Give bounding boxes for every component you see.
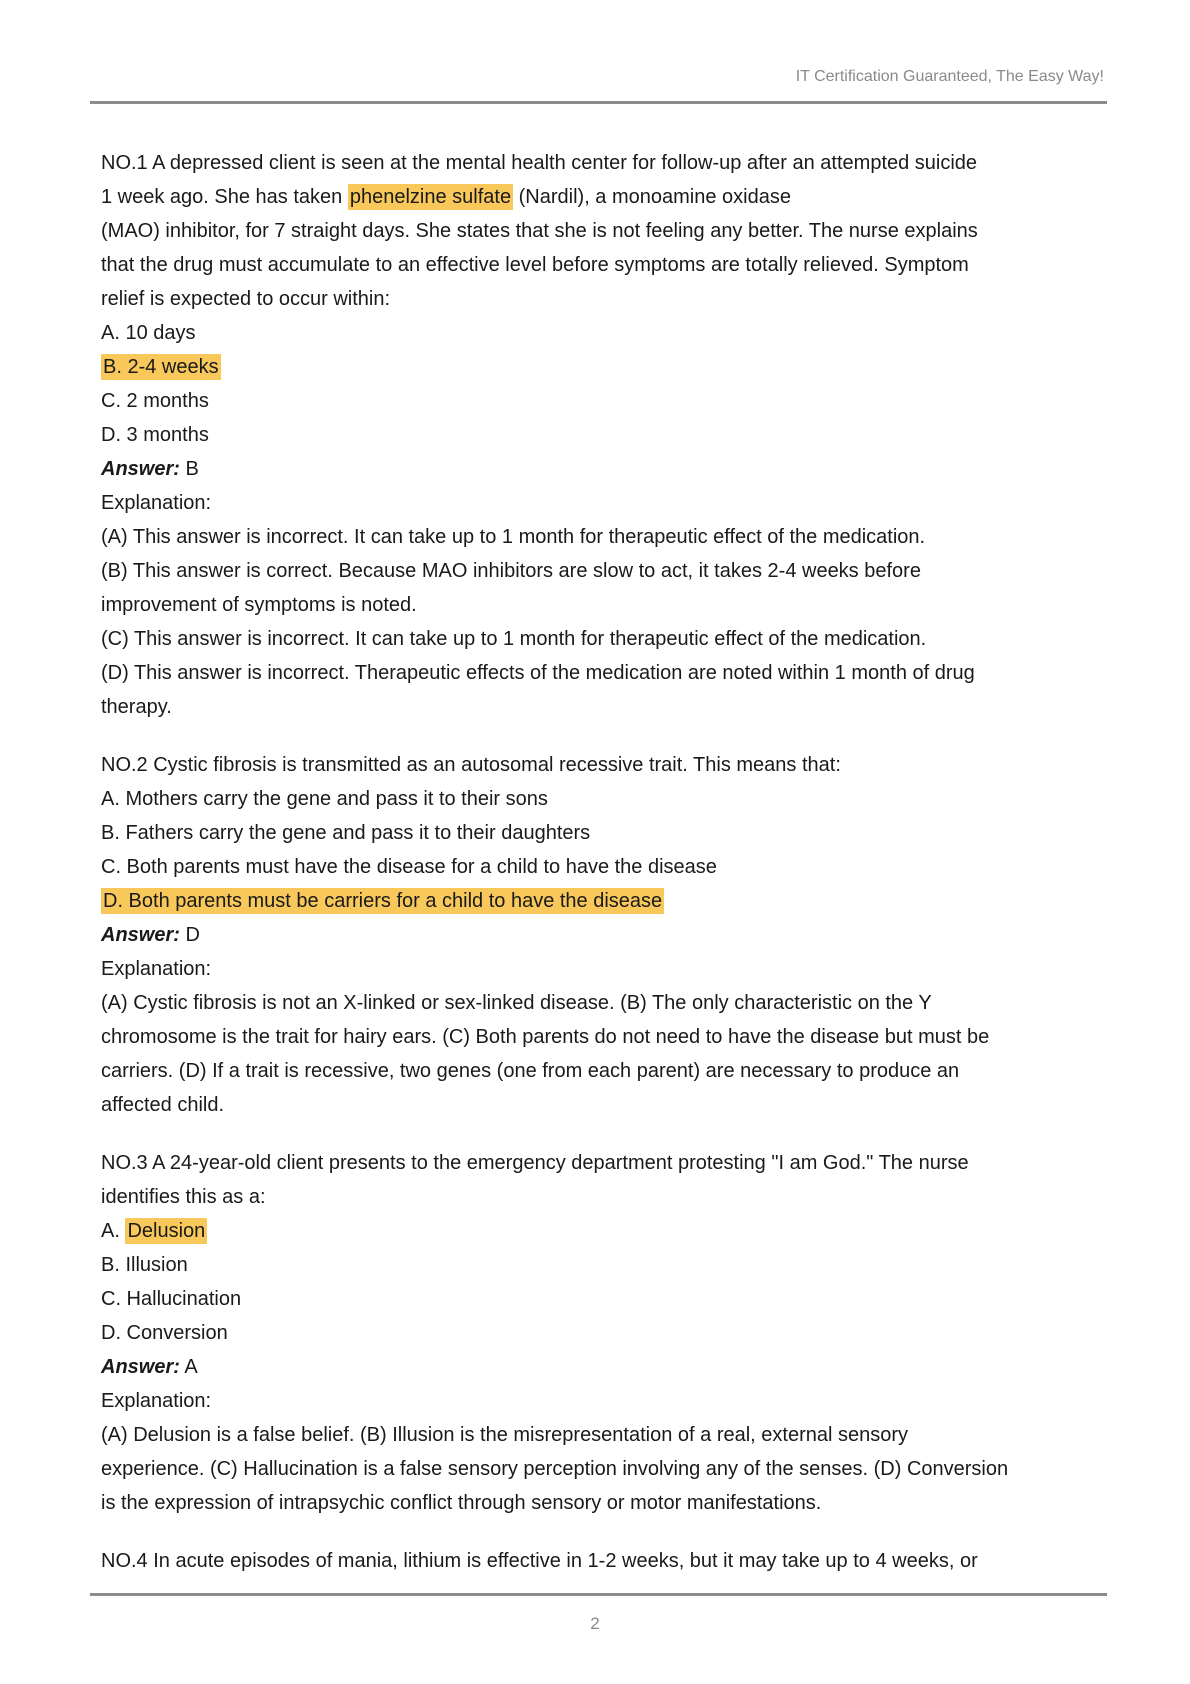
highlighted-option: D. Both parents must be carriers for a child to have the disease — [103, 890, 663, 912]
answer-line — [101, 918, 1096, 952]
option-b — [101, 350, 1096, 384]
explanation-line: affected child. — [101, 1094, 225, 1116]
question-text-line: NO.1 A depressed client is seen at the mental health center for follow-up after an attempted suicide — [101, 152, 978, 174]
question-1 — [101, 146, 1096, 724]
answer-value: A — [179, 1356, 198, 1378]
header-text: IT Certification Guaranteed, The Easy Way! — [795, 68, 1104, 85]
answer-value: D — [179, 924, 200, 946]
question-text-line: identifies this as a: — [101, 1186, 266, 1208]
answer-value: B — [179, 458, 199, 480]
question-text-line: NO.2 Cystic fibrosis is transmitted as an autosomal recessive trait. This means that: — [101, 754, 841, 776]
footer-divider — [90, 1593, 1107, 1596]
question-text-line: (MAO) inhibitor, for 7 straight days. She states that she is not feeling any better. The nurse explains — [101, 220, 978, 242]
option-d — [101, 884, 1096, 918]
question-text-line: relief is expected to occur within: — [101, 288, 391, 310]
text-span: 1 week ago. She has taken — [101, 186, 348, 208]
highlighted-text: Delusion — [127, 1220, 206, 1242]
explanation-line: (C) This answer is incorrect. It can take up to 1 month for therapeutic effect of the medication. — [101, 628, 927, 650]
option-c: C. Both parents must have the disease for a child to have the disease — [101, 856, 717, 878]
highlighted-option: B. 2-4 weeks — [103, 356, 219, 378]
explanation-label: Explanation: — [101, 958, 212, 980]
question-text-line: NO.4 In acute episodes of mania, lithium is effective in 1-2 weeks, but it may take up to 4 weeks, or — [101, 1550, 978, 1572]
highlighted-text: phenelzine sulfate — [349, 186, 512, 208]
option-d: D. Conversion — [101, 1322, 228, 1344]
option-b: B. Illusion — [101, 1254, 188, 1276]
explanation-label: Explanation: — [101, 492, 212, 514]
explanation-line: carriers. (D) If a trait is recessive, two genes (one from each parent) are necessary to produce an — [101, 1060, 960, 1082]
question-text-line — [101, 180, 1096, 214]
explanation-line: is the expression of intrapsychic conflict through sensory or motor manifestations. — [101, 1492, 822, 1514]
option-d: D. 3 months — [101, 424, 209, 446]
option-c: C. 2 months — [101, 390, 209, 412]
document-body — [101, 146, 1096, 1602]
explanation-line: (A) Cystic fibrosis is not an X-linked or sex-linked disease. (B) The only characteristic on the Y — [101, 992, 932, 1014]
explanation-line: (B) This answer is correct. Because MAO inhibitors are slow to act, it takes 2-4 weeks before — [101, 560, 921, 582]
option-a: A. 10 days — [101, 322, 196, 344]
explanation-line: chromosome is the trait for hairy ears. (C) Both parents do not need to have the disease but must be — [101, 1026, 990, 1048]
header-divider — [90, 101, 1107, 104]
answer-label: Answer: — [101, 1356, 180, 1378]
question-text-line: NO.3 A 24-year-old client presents to the emergency department protesting "I am God." The nurse — [101, 1152, 969, 1174]
option-prefix: A. — [101, 1220, 126, 1242]
explanation-line: therapy. — [101, 696, 172, 718]
explanation-line: experience. (C) Hallucination is a false sensory perception involving any of the senses. (D) Conversion — [101, 1458, 1009, 1480]
answer-label: Answer: — [101, 924, 180, 946]
option-a: A. Mothers carry the gene and pass it to their sons — [101, 788, 548, 810]
option-c: C. Hallucination — [101, 1288, 242, 1310]
explanation-line: (A) This answer is incorrect. It can take up to 1 month for therapeutic effect of the medication. — [101, 526, 926, 548]
explanation-line: improvement of symptoms is noted. — [101, 594, 417, 616]
page-number: 2 — [590, 1614, 600, 1633]
option-a — [101, 1214, 1096, 1248]
explanation-label: Explanation: — [101, 1390, 212, 1412]
text-span: (Nardil), a monoamine oxidase — [513, 186, 791, 208]
question-text-line: that the drug must accumulate to an effective level before symptoms are totally relieved. Symptom — [101, 254, 969, 276]
answer-line — [101, 452, 1096, 486]
answer-line — [101, 1350, 1096, 1384]
question-2 — [101, 748, 1096, 1122]
option-b: B. Fathers carry the gene and pass it to their daughters — [101, 822, 591, 844]
question-4 — [101, 1544, 1096, 1578]
explanation-line: (D) This answer is incorrect. Therapeutic effects of the medication are noted within 1 month of drug — [101, 662, 975, 684]
explanation-line: (A) Delusion is a false belief. (B) Illusion is the misrepresentation of a real, external sensory — [101, 1424, 909, 1446]
question-3 — [101, 1146, 1096, 1520]
answer-label: Answer: — [101, 458, 180, 480]
